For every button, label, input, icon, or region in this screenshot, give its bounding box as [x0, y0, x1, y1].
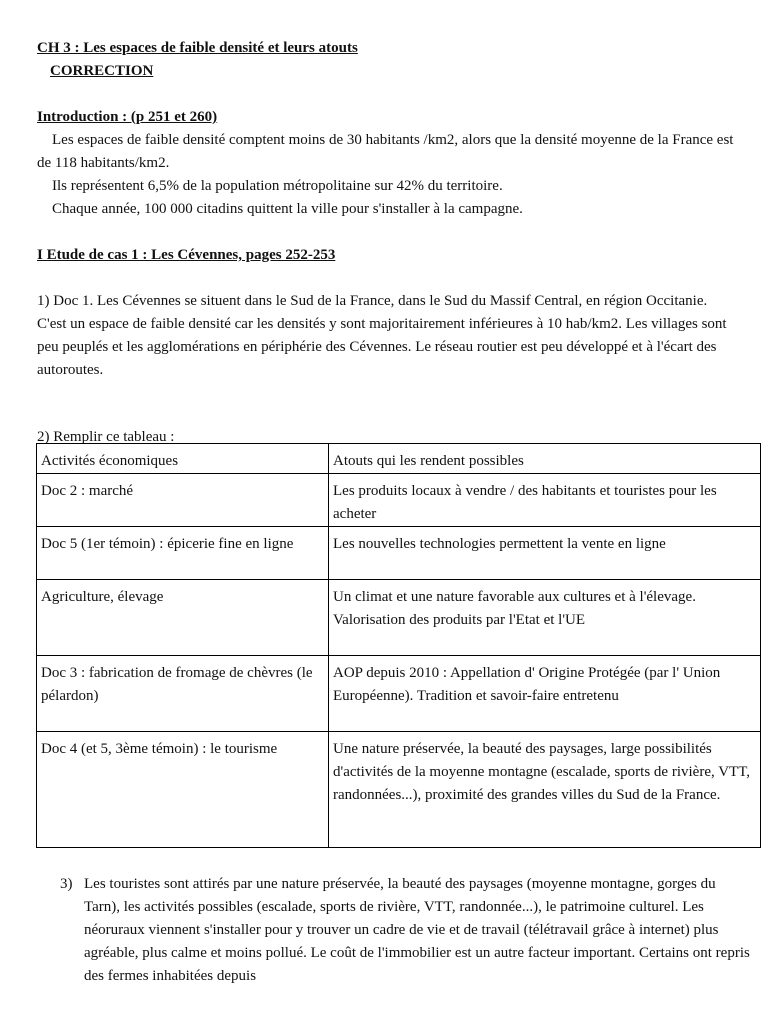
- table-cell: Une nature préservée, la beauté des paysages, large possibilités d'activités de la moyenne montagne (escalade, sports de rivière, VTT, randonnées...), proximité des grandes villes du Sud de la France.: [329, 732, 761, 848]
- question-3-text: Les touristes sont attirés par une nature préservée, la beauté des paysages (moyenne montagne, gorges du Tarn), les activités possibles (escalade, sports de rivière, VTT, randonnée...), le patrimoine culturel. Les néoruraux viennent s'installer pour y trouver un cadre de vie et de travail (télétravail grâce à internet) plus agréable, plus calme et moins pollué. Le coût de l'immobilier est un autre facteur important. Certains ont repris des fermes inhabitées depuis: [84, 876, 750, 984]
- intro-line: Ils représentent 6,5% de la population métropolitaine sur 42% du territoire.: [52, 178, 503, 194]
- table-cell: Doc 2 : marché: [37, 474, 329, 527]
- table-cell-line: Valorisation des produits par l'Etat et l'UE: [333, 612, 586, 628]
- table-cell: AOP depuis 2010 : Appellation d' Origine Protégée (par l' Union Européenne). Tradition et savoir-faire entretenu: [329, 656, 761, 732]
- intro-line: Les espaces de faible densité comptent moins de 30 habitants /km2, alors que la densité moyenne de la France est de 118 habitants/km2.: [37, 132, 734, 171]
- table-row: [37, 474, 761, 527]
- table-row: [37, 580, 761, 656]
- question-1: 1) Doc 1. Les Cévennes se situent dans le Sud de la France, dans le Sud du Massif Central, en région Occitanie. C'est un espace de faible densité car les densités y sont majoritairement inférieures à 10 hab/km2. Les villages sont peu peuplés et les agglomérations en périphérie des Cévennes. Le réseau routier est peu développé et à l'écart des autoroutes.: [37, 293, 727, 378]
- question-2: 2) Remplir ce tableau :: [37, 429, 175, 445]
- intro-body: [37, 129, 737, 221]
- table-cell: Les nouvelles technologies permettent la vente en ligne: [329, 527, 761, 580]
- intro-line: Chaque année, 100 000 citadins quittent la ville pour s'installer à la campagne.: [52, 201, 523, 217]
- intro-title: Introduction : (p 251 et 260): [37, 109, 218, 125]
- chapter-title: CH 3 : Les espaces de faible densité et leurs atouts: [37, 40, 358, 56]
- table-cell: Doc 5 (1er témoin) : épicerie fine en ligne: [37, 527, 329, 580]
- table-header-cell: Activités économiques: [37, 444, 329, 474]
- section-title: I Etude de cas 1 : Les Cévennes, pages 252-253: [37, 247, 336, 263]
- table-cell: Agriculture, élevage: [37, 580, 329, 656]
- table-cell: [329, 580, 761, 656]
- question-number: 3): [60, 876, 73, 892]
- question-3: [60, 873, 750, 988]
- table-row: [37, 732, 761, 848]
- table-cell: Doc 3 : fabrication de fromage de chèvres (le pélardon): [37, 656, 329, 732]
- table-cell-line: Un climat et une nature favorable aux cultures et à l'élevage.: [333, 589, 696, 605]
- correction-label: CORRECTION: [50, 63, 154, 79]
- table-row: [37, 527, 761, 580]
- table-header-cell: Atouts qui les rendent possibles: [329, 444, 761, 474]
- table-cell: Les produits locaux à vendre / des habitants et touristes pour les acheter: [329, 474, 761, 527]
- table-row: [37, 656, 761, 732]
- activities-table: [36, 443, 761, 848]
- table-cell: Doc 4 (et 5, 3ème témoin) : le tourisme: [37, 732, 329, 848]
- table-header-row: [37, 444, 761, 474]
